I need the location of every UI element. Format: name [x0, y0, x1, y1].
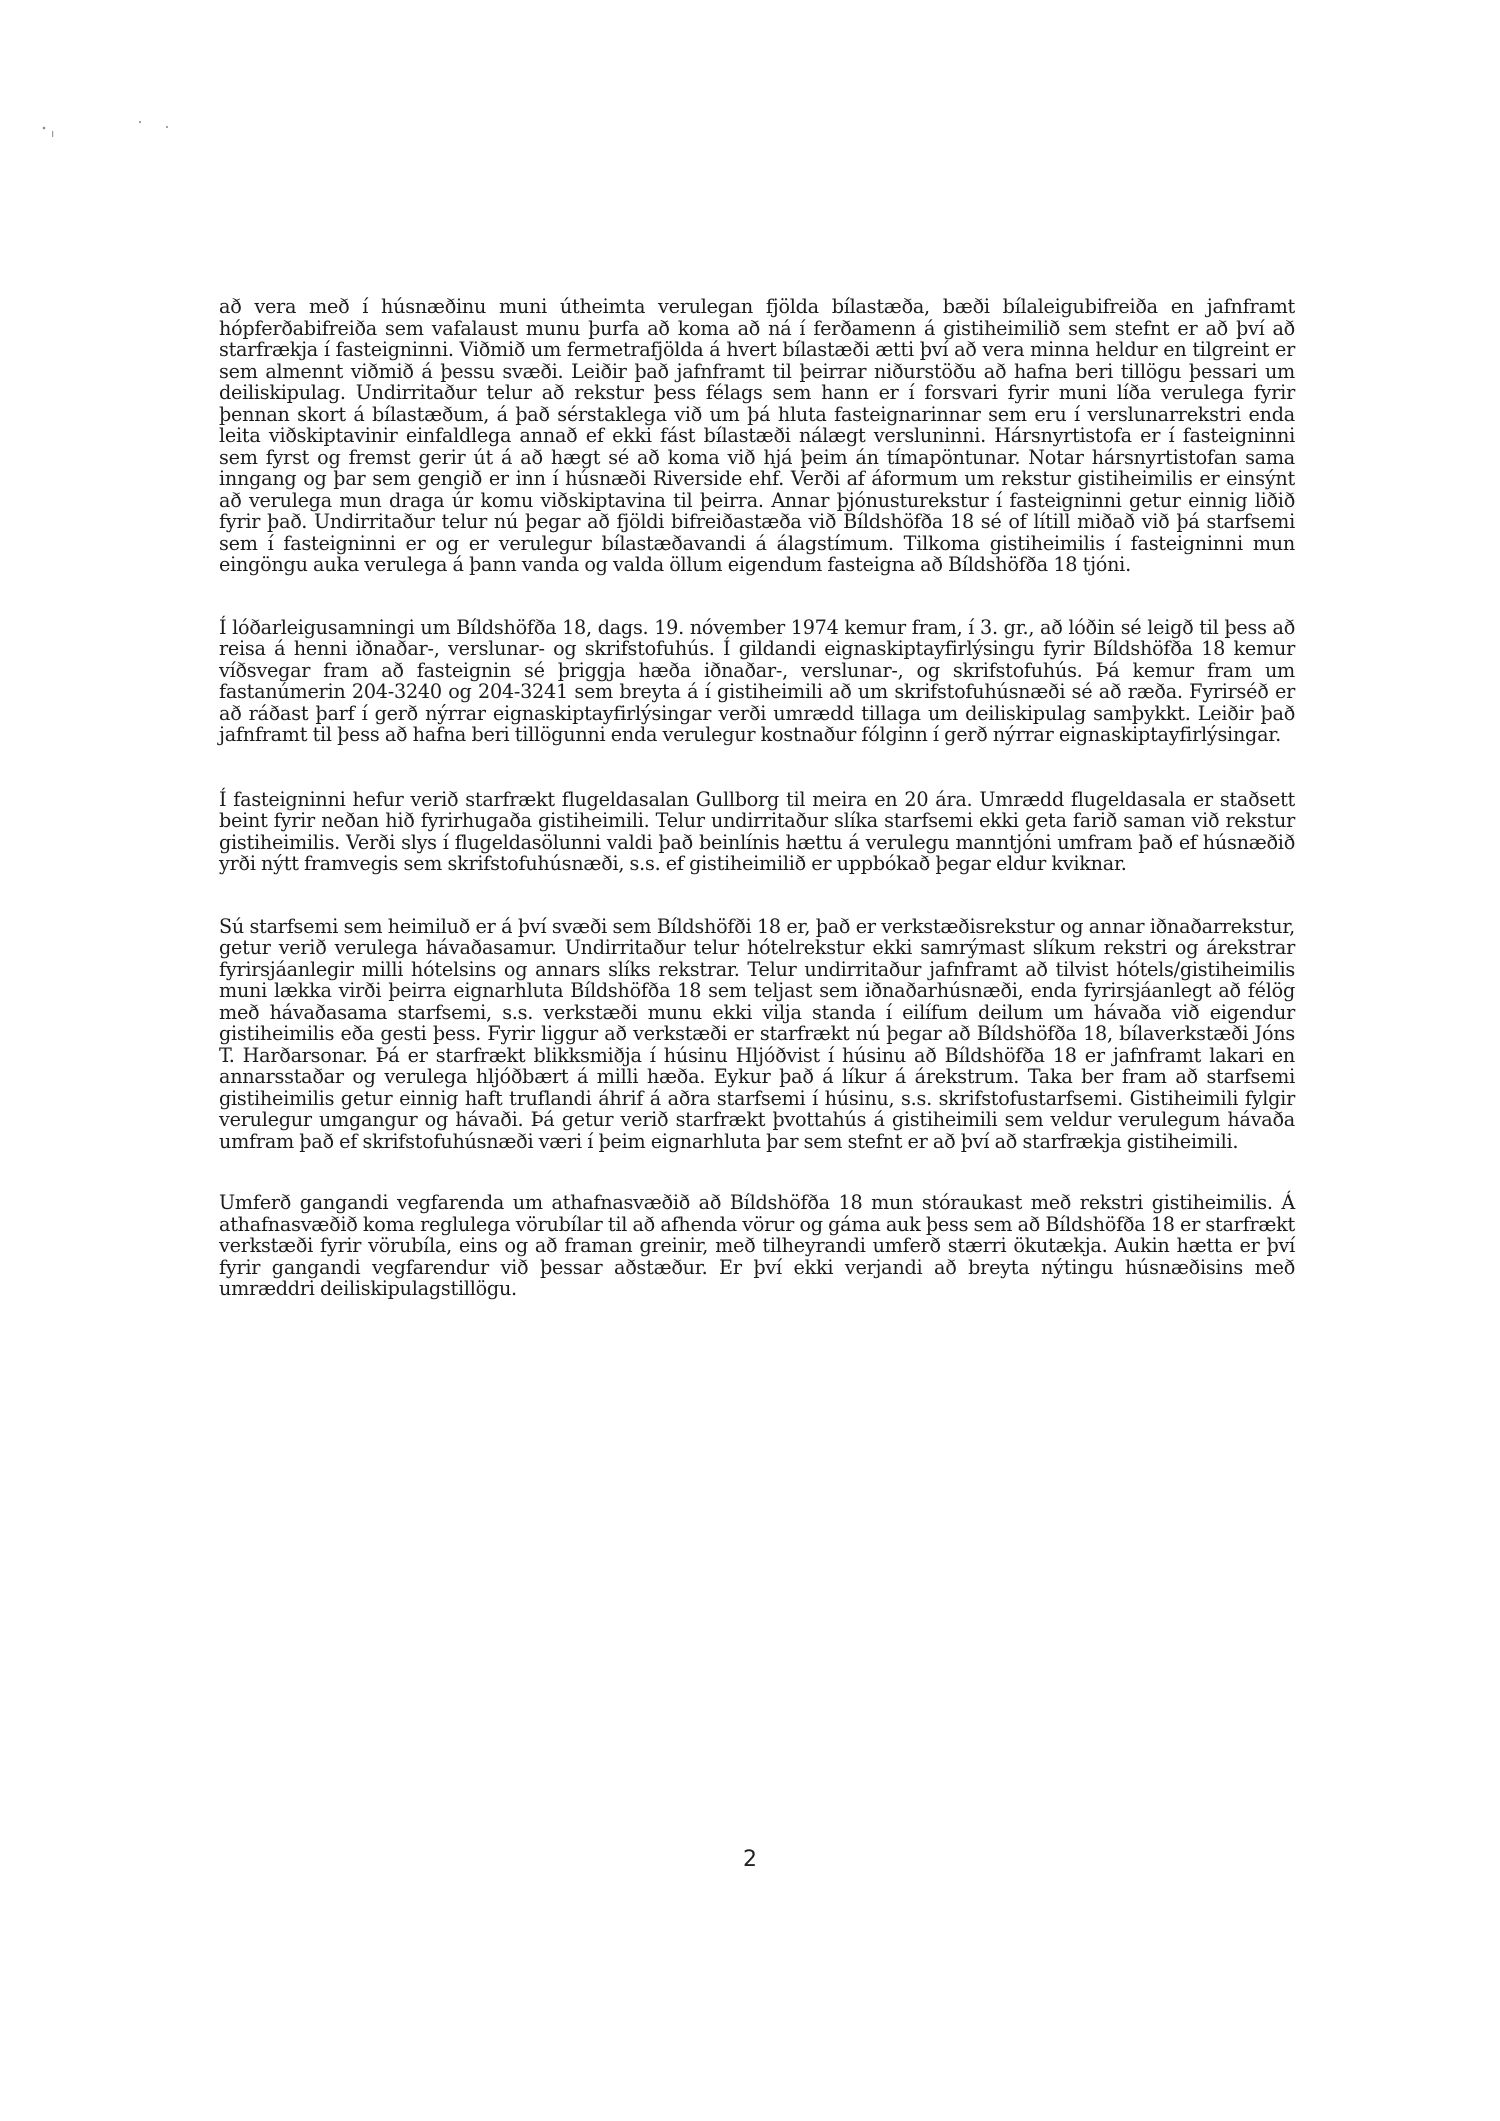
- paragraph-parking: að vera með í húsnæðinu muni útheimta verulegan fjölda bílastæða, bæði bílaleigubifreiða en jafnframt hópferðabifreiða sem vafalaust munu þurfa að koma að ná í ferðamenn á gistiheimilið sem stefnt er að því að starfrækja í fasteigninni. Viðmið um fermetrafjölda á hvert bílastæði ætti því að vera minna heldur en tilgreint er sem almennt viðmið á þessu svæði. Leiðir það jafnframt til þeirrar niðurstöðu að hafna beri tillögu þessari um deiliskipulag. Undirritaður telur að rekstur þess félags sem hann er í forsvari fyrir muni líða verulega fyrir þennan skort á bílastæðum, á það sérstaklega við um þá hluta fasteignarinnar sem eru í verslunarrekstri enda leita viðskiptavinir einfaldlega annað ef ekki fást bílastæði nálægt versluninni. Hársnyrtistofa er í fasteigninni sem fyrst og fremst gerir út á að hægt sé að koma við hjá þeim án tímapöntunar. Notar hársnyrtistofan sama inngang og þar sem gengið er inn í húsnæði Riverside ehf. Verði af áformum um rekstur gistiheimilis er einsýnt að verulega mun draga úr komu viðskiptavina til þeirra. Annar þjónusturekstur í fasteigninni getur einnig liðið fyrir það. Undirritaður telur nú þegar að fjöldi bifreiðastæða við Bíldshöfða 18 sé of lítill miðað við þá starfsemi sem í fasteigninni er og er verulegur bílastæðavandi á álagstímum. Tilkoma gistiheimilis í fasteigninni mun eingöngu auka verulega á þann vanda og valda öllum eigendum fasteigna að Bíldshöfða 18 tjóni.: [219, 295, 1295, 576]
- paragraph-lease-agreement: Í lóðarleigusamningi um Bíldshöfða 18, dags. 19. nóvember 1974 kemur fram, í 3. gr., að lóðin sé leigð til þess að reisa á henni iðnaðar-, verslunar- og skrifstofuhús. Í gildandi eignaskiptayfirlýsingu fyrir Bíldshöfða 18 kemur víðsvegar fram að fasteignin sé þriggja hæða iðnaðar-, verslunar-, og skrifstofuhús. Þá kemur fram um fastanúmerin 204-3240 og 204-3241 sem breyta á í gistiheimili að um skrifstofuhúsnæði sé að ræða. Fyrirséð er að ráðast þarf í gerð nýrrar eignaskiptayfirlýsingar verði umrædd tillaga um deiliskipulag samþykkt. Leiðir það jafnframt til þess að hafna beri tillögunni enda verulegur kostnaður fólginn í gerð nýrrar eignaskiptayfirlýsingar.: [219, 615, 1295, 746]
- paragraph-fireworks-shop: Í fasteigninni hefur verið starfrækt flugeldasalan Gullborg til meira en 20 ára. Umrædd flugeldasala er staðsett beint fyrir neðan hið fyrirhugaða gistiheimili. Telur undirritaður slíka starfsemi ekki geta farið saman við rekstur gistiheimilis. Verði slys í flugeldasölunni valdi það beinlínis hættu á verulegu manntjóni umfram það ef húsnæðið yrði nýtt framvegis sem skrifstofuhúsnæði, s.s. ef gistiheimilið er uppbókað þegar eldur kviknar.: [219, 787, 1295, 875]
- page-number: 2: [743, 1847, 757, 1872]
- paragraph-noise-conflict: Sú starfsemi sem heimiluð er á því svæði sem Bíldshöfði 18 er, það er verkstæðisrekstur og annar iðnaðarrekstur, getur verið verulega hávaðasamur. Undirritaður telur hótelrekstur ekki samrýmast slíkum rekstri og árekstrar fyrirsjáanlegir milli hótelsins og annars slíks rekstrar. Telur undirritaður jafnframt að tilvist hótels/gistiheimilis muni lækka virði þeirra eignarhluta Bíldshöfða 18 sem teljast sem iðnaðarhúsnæði, enda fyrirsjáanlegt að félög með hávaðasama starfsemi, s.s. verkstæði munu ekki vilja standa í eilífum deilum um hávaða við eigendur gistiheimilis eða gesti þess. Fyrir liggur að verkstæði er starfrækt nú þegar að Bíldshöfða 18, bílaverkstæði Jóns T. Harðarsonar. Þá er starfrækt blikksmiðja í húsinu Hljóðvist í húsinu að Bíldshöfða 18 er jafnframt lakari en annarsstaðar og verulega hljóðbært á milli hæða. Eykur það á líkur á árekstrum. Taka ber fram að starfsemi gistiheimilis getur einnig haft truflandi áhrif á aðra starfsemi í húsinu, s.s. skrifstofustarfsemi. Gistiheimili fylgir verulegur umgangur og hávaði. Þá getur verið starfrækt þvottahús á gistiheimili sem veldur verulegum hávaða umfram það ef skrifstofuhúsnæði væri í þeim eignarhluta þar sem stefnt er að því að starfrækja gistiheimili.: [219, 914, 1295, 1153]
- scan-specks: [40, 118, 180, 148]
- paragraph-pedestrian-traffic: Umferð gangandi vegfarenda um athafnasvæðið að Bíldshöfða 18 mun stóraukast með rekstri gistiheimilis. Á athafnasvæðið koma reglulega vörubílar til að afhenda vörur og gáma auk þess sem að Bíldshöfða 18 er starfrækt verkstæði fyrir vörubíla, eins og að framan greinir, með tilheyrandi umferð stærri ökutækja. Aukin hætta er því fyrir gangandi vegfarendur við þessar aðstæður. Er því ekki verjandi að breyta nýtingu húsnæðisins með umræddri deiliskipulagstillögu.: [219, 1191, 1295, 1300]
- letter-body: [219, 296, 1295, 1300]
